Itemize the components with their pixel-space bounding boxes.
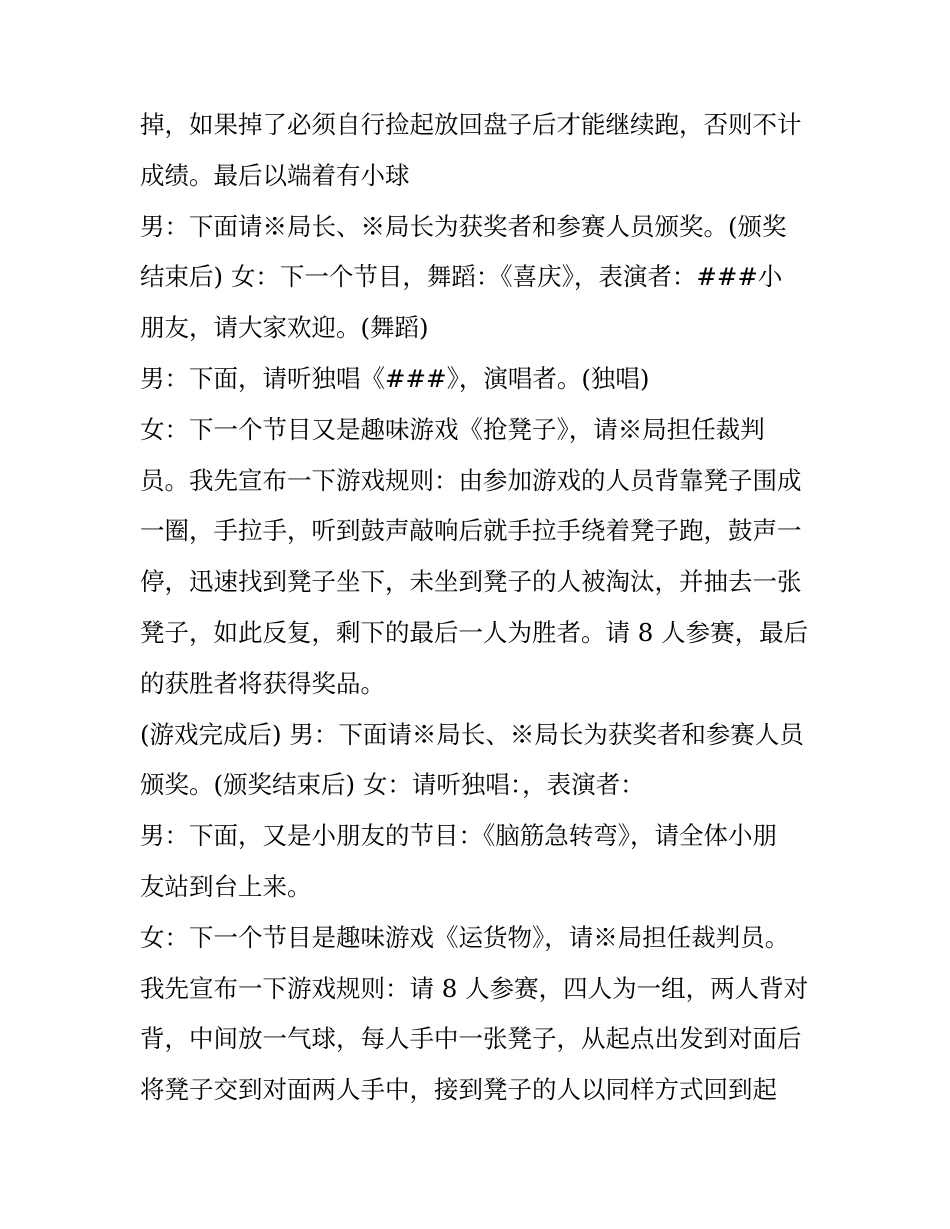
text-line: 成绩。最后以端着有小球: [140, 160, 410, 190]
text-line: 一圈，手拉手，听到鼓声敲响后就手拉手绕着凳子跑，鼓声一: [140, 516, 802, 546]
text-line: 结束后) 女：下一个节目，舞蹈：《喜庆》，表演者：###小: [140, 262, 783, 292]
text-line: 男：下面，又是小朋友的节目：《脑筋急转弯》，请全体小朋: [140, 821, 777, 851]
text-line: 男：下面请※局长、※局长为获奖者和参赛人员颁奖。(颁奖: [140, 211, 787, 241]
text-line: 颁奖。(颁奖结束后) 女：请听独唱：，表演者：: [140, 770, 645, 800]
text-line: 女：下一个节目是趣味游戏《运货物》，请※局担任裁判员。: [140, 922, 790, 952]
body-text: [140, 100, 830, 1116]
text-line: 背，中间放一气球，每人手中一张凳子，从起点出发到对面后: [140, 1024, 802, 1054]
text-line: 停，迅速找到凳子坐下，未坐到凳子的人被淘汰，并抽去一张: [140, 567, 802, 597]
text-line: 女：下一个节目又是趣味游戏《抢凳子》，请※局担任裁判: [140, 414, 765, 444]
text-line: 掉，如果掉了必须自行捡起放回盘子后才能继续跑，否则不计: [140, 110, 802, 139]
text-line: 凳子，如此反复，剩下的最后一人为胜者。请 8 人参赛，最后: [140, 617, 809, 647]
text-line: (游戏完成后) 男：下面请※局长、※局长为获奖者和参赛人员: [140, 719, 804, 749]
text-line: 的获胜者将获得奖品。: [140, 668, 385, 698]
text-line: 男：下面，请听独唱《###》，演唱者。(独唱): [140, 363, 650, 393]
text-line: 员。我先宣布一下游戏规则：由参加游戏的人员背靠凳子围成: [140, 465, 802, 495]
text-line: 我先宣布一下游戏规则：请 8 人参赛，四人为一组，两人背对: [140, 973, 809, 1003]
text-line: 朋友，请大家欢迎。(舞蹈): [140, 313, 429, 343]
text-line: 将凳子交到对面两人手中，接到凳子的人以同样方式回到起: [140, 1075, 777, 1105]
text-line: 友站到台上来。: [140, 871, 312, 901]
